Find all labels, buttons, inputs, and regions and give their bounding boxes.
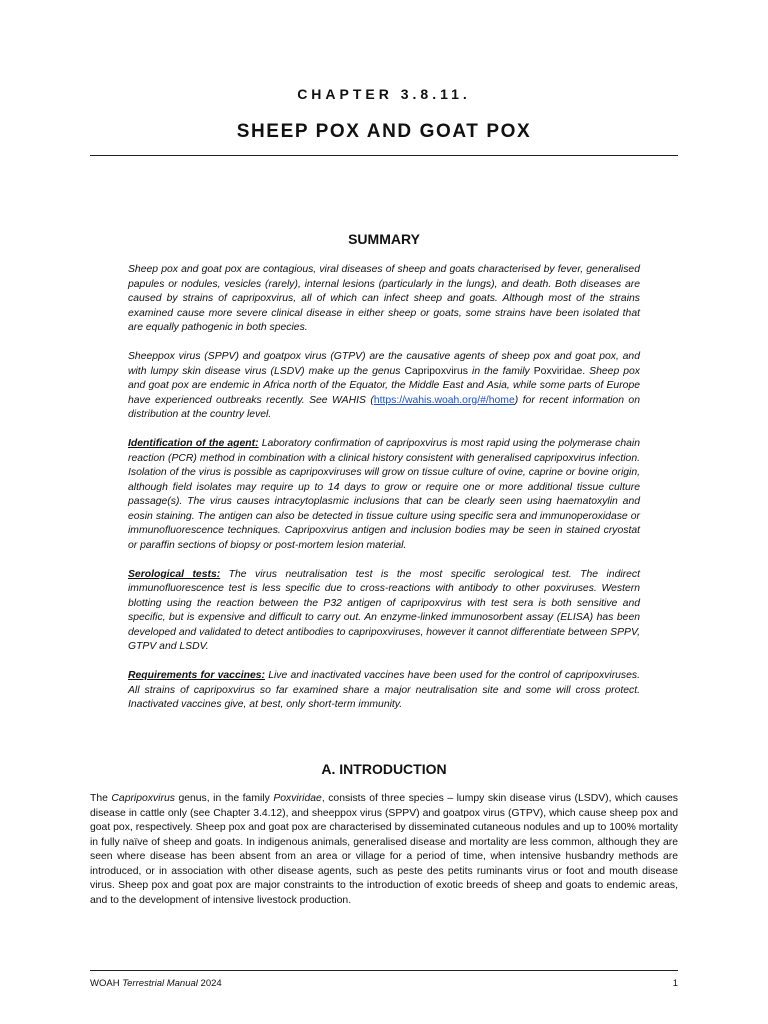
- identification-lead: Identification of the agent:: [128, 438, 259, 449]
- summary-paragraph-2: [128, 350, 640, 423]
- chapter-title: SHEEP POX AND GOAT POX: [236, 121, 532, 142]
- intro-text-2: genus, in the family: [174, 793, 274, 804]
- intro-text-1: The: [90, 793, 112, 804]
- footer-year: 2024: [197, 978, 222, 989]
- summary-p2-genus: Capripoxvirus: [404, 365, 468, 377]
- summary-p2-text-2: in the family: [467, 365, 534, 377]
- footer-manual-title: Terrestrial Manual: [122, 978, 198, 989]
- summary-p2-text-4: ) for recent information on distribution at the country level.: [128, 394, 640, 420]
- chapter-number: CHAPTER 3.8.11.: [297, 86, 471, 102]
- serological-text: The virus neutralisation test is the most specific serological test. The indirect immunofluorescence test is less specific due to cross-reactions with antibody to other poxviruses. Western blotting using the reaction between the P32 antigen of capripoxvirus with test sera is both sensitive and specific, but is expensive and difficult to carry out. An enzyme-linked immunosorbent assay (ELISA) has been developed and validated to detect antibodies to capripoxviruses, however it cannot differentiate between SPPV, GTPV and LSDV.: [128, 568, 640, 652]
- summary-paragraph-4: [128, 568, 640, 655]
- intro-family: Poxviridae: [273, 793, 322, 804]
- summary-p2-text-1: Sheeppox virus (SPPV) and goatpox virus (GTPV) are the causative agents of sheep pox and goat pox, and with lumpy skin disease virus (LSDV) make up the genus: [128, 351, 640, 377]
- introduction-paragraph: [90, 792, 678, 908]
- page-number: 1: [672, 978, 678, 989]
- summary-p2-family: Poxviridae.: [533, 365, 586, 377]
- intro-genus: Capripoxvirus: [111, 793, 175, 804]
- title-divider: [90, 155, 678, 156]
- vaccines-lead: Requirements for vaccines:: [128, 670, 265, 681]
- footer-org: WOAH: [90, 978, 123, 989]
- summary-paragraph-3: [128, 437, 640, 553]
- summary-heading: SUMMARY: [348, 231, 420, 247]
- summary-paragraph-5: [128, 669, 640, 713]
- summary-body: [128, 263, 640, 727]
- summary-p2-text-3: Sheep pox and goat pox are endemic in Africa north of the Equator, the Middle East and Asia, while some parts of Europe have experienced outbreaks recently. See WAHIS (: [128, 365, 641, 406]
- summary-paragraph-1: Sheep pox and goat pox are contagious, viral diseases of sheep and goats characterised by fever, generalised papules or nodules, vesicles (rarely), internal lesions (particularly in the lungs), and death. Both diseases are caused by strains of capripoxvirus, all of which can infect sheep and goats. Although most of the strains examined cause more severe clinical disease in either sheep or goats, some strains have been isolated that are equally pathogenic in both species.: [128, 264, 640, 333]
- intro-text-3: , consists of three species – lumpy skin disease virus (LSDV), which causes disease in cattle only (see Chapter 3.4.12), and sheeppox virus (SPPV) and goatpox virus (GTPV), which cause sheep pox and goat pox, respectively. Sheep pox and goat pox are characterised by disseminated cutaneous nodules and up to 100% mortality in fully naïve of sheep and goats. In indigenous animals, generalised disease and mortality are less common, although they are seen where disease has been absent from an area or village for a period of time, when intensive husbandry methods are introduced, or in association with other disease agents, such as peste des petits ruminants virus or foot and mouth disease virus. Sheep pox and goat pox are major constraints to the introduction of exotic breeds of sheep and goats to endemic areas, and to the development of intensive livestock production.: [90, 793, 678, 906]
- serological-lead: Serological tests:: [128, 568, 221, 580]
- identification-text: Laboratory confirmation of capripoxvirus is most rapid using the polymerase chain reaction (PCR) method in combination with a clinical history consistent with generalised capripoxvirus infection. Isolation of the virus is possible as capripoxviruses will grow on tissue culture of ovine, caprine or bovine origin, although field isolates may require up to 14 days to grow or require one or more additional tissue culture passage(s). The virus causes intracytoplasmic inclusions that can be clearly seen using haematoxylin and eosin staining. The antigen can also be detected in tissue culture using specific sera and immunoperoxidase or immunofluorescence techniques. Capripoxvirus antigen and inclusion bodies may be seen in stained cryostat or paraffin sections of biopsy or post-mortem lesion material.: [128, 438, 640, 551]
- introduction-heading: A. INTRODUCTION: [321, 761, 447, 777]
- footer-source: [90, 978, 222, 989]
- introduction-body: [90, 792, 678, 908]
- wahis-link[interactable]: https://wahis.woah.org/#/home: [373, 394, 515, 406]
- vaccines-text: Live and inactivated vaccines have been used for the control of capripoxviruses. All strains of capripoxvirus so far examined share a major neutralisation site and some will cross protect. Inactivated vaccines give, at best, only short-term immunity.: [128, 670, 640, 710]
- footer-divider: [90, 970, 678, 971]
